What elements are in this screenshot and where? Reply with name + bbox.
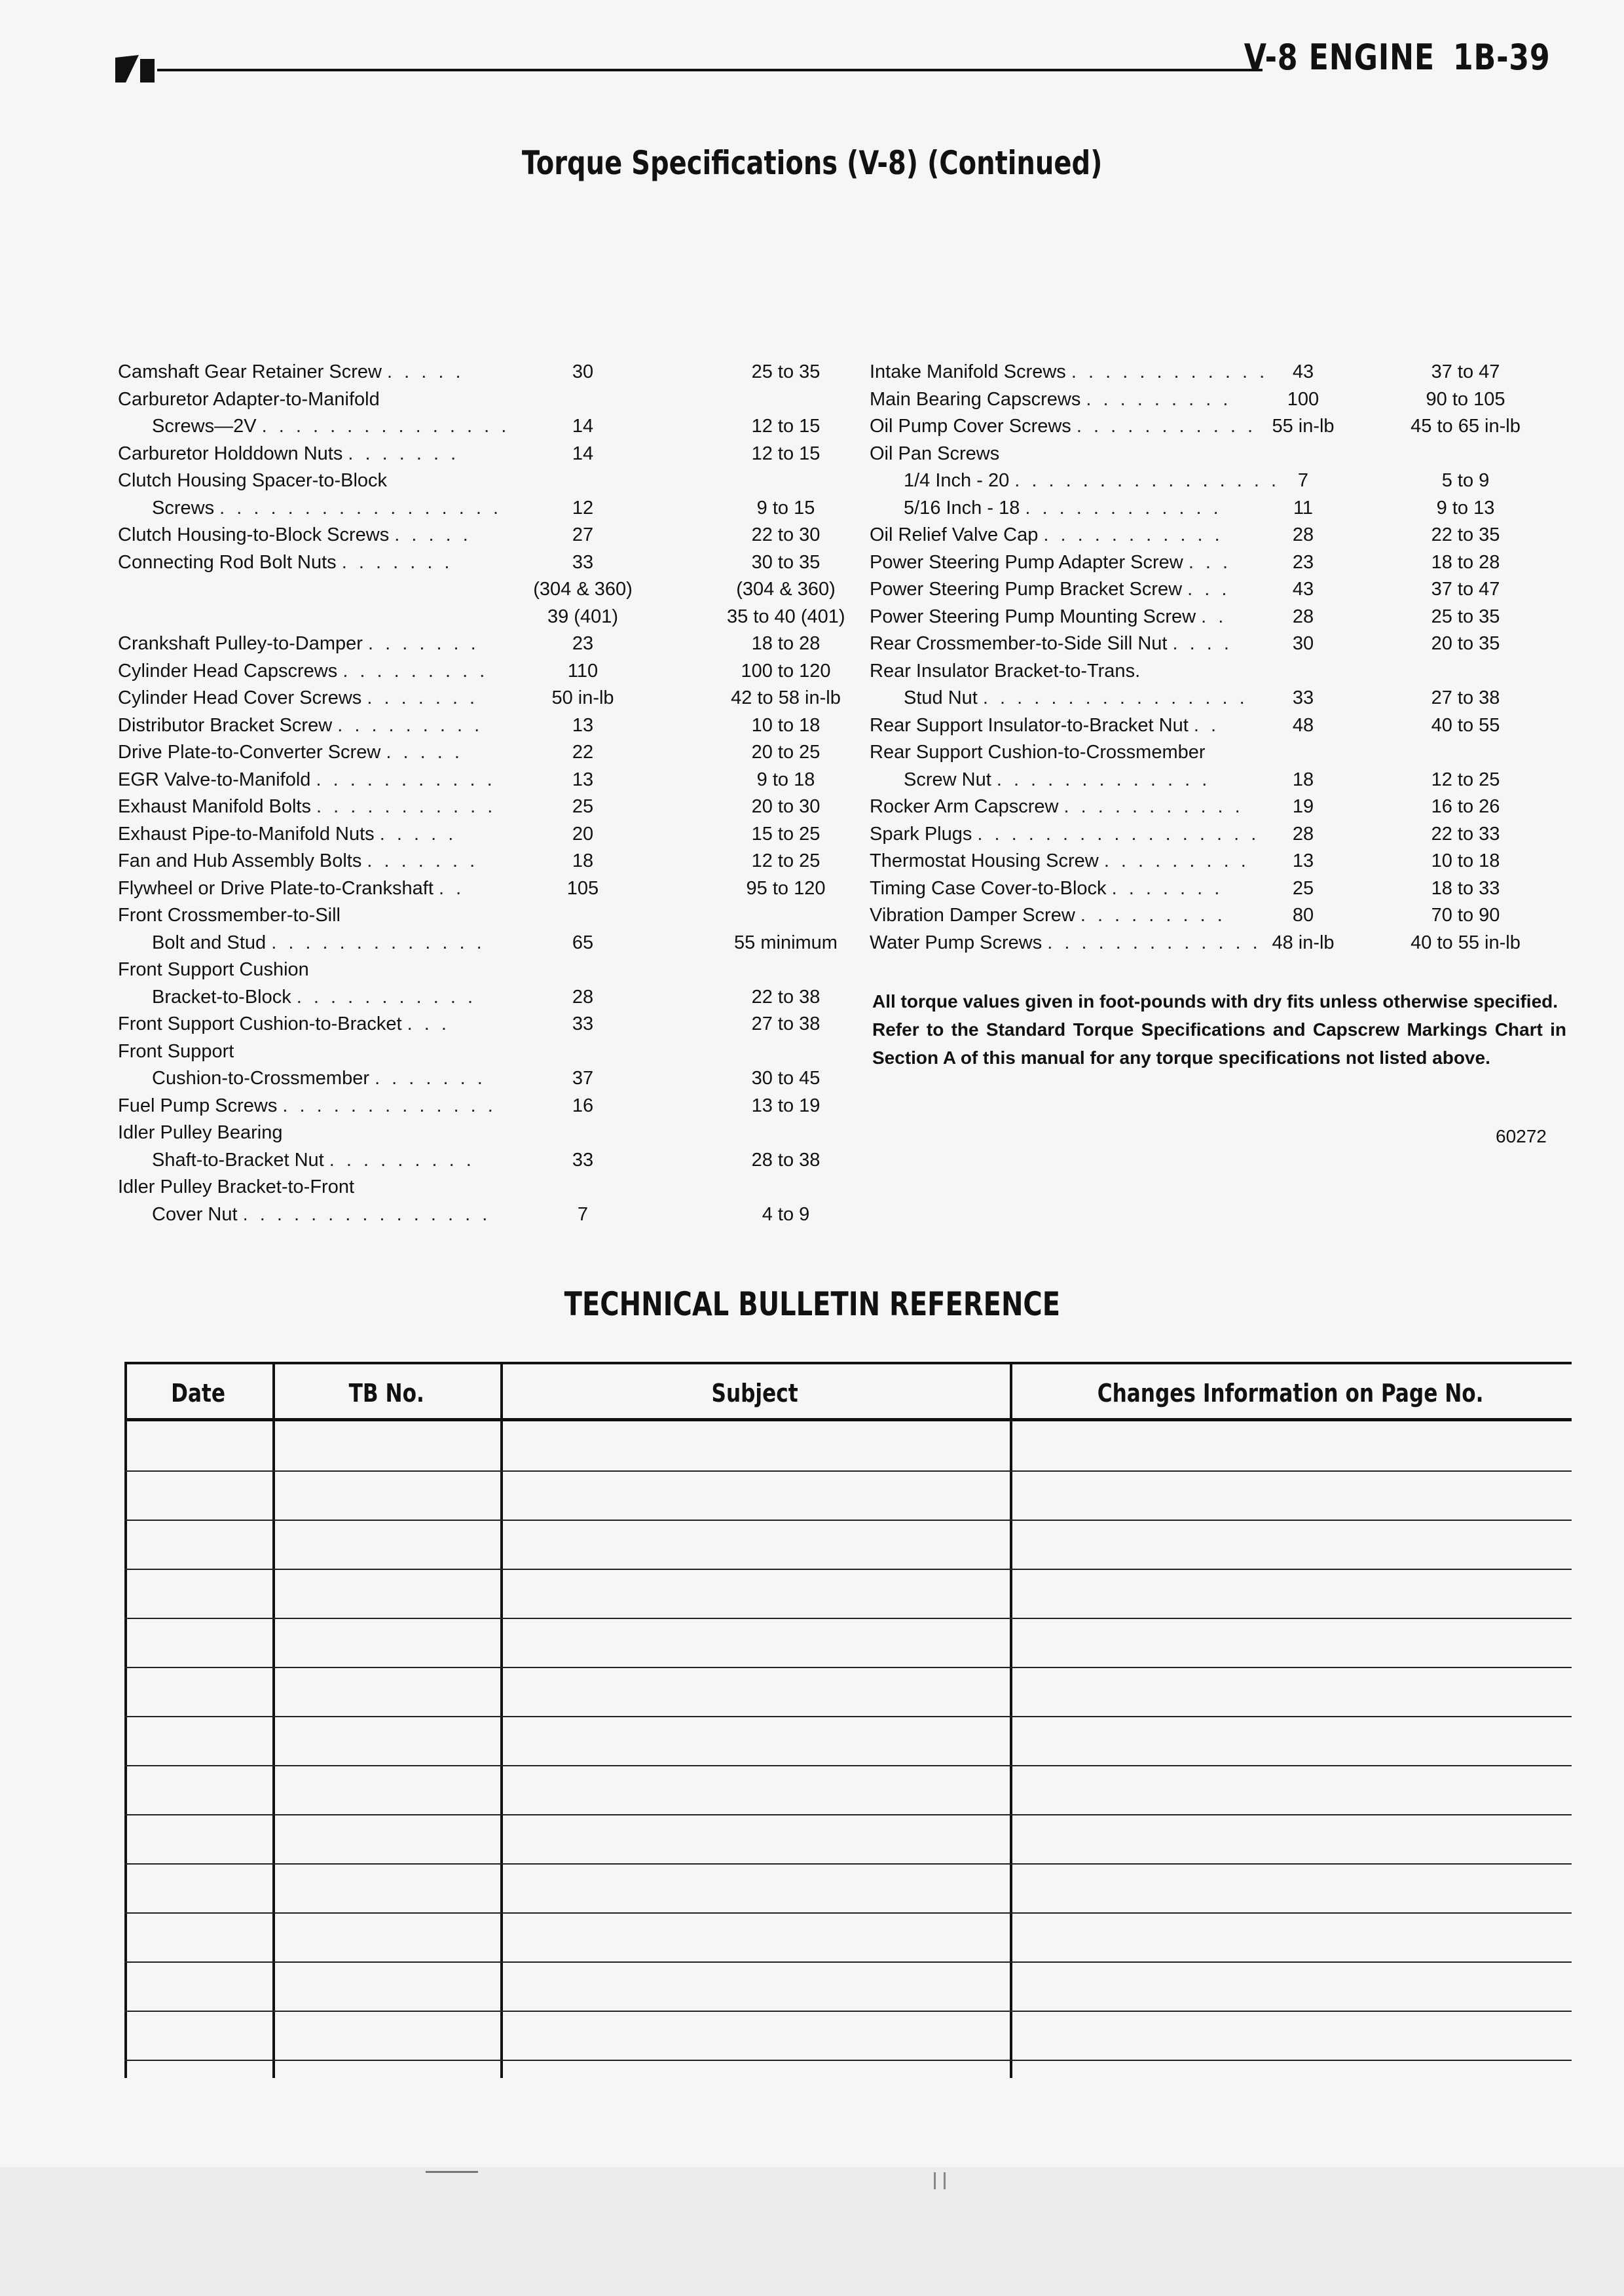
torque-row (870, 522, 1551, 549)
torque-value-nominal: 28 (572, 986, 594, 1008)
table-row-rule (124, 1814, 1572, 1815)
torque-value-range: 70 to 90 (1431, 905, 1500, 926)
torque-value-nominal: 7 (577, 1203, 589, 1225)
leader-dots: . . . . . . . . . (1103, 850, 1249, 871)
leader-dots: . . . . . . . . . (1086, 388, 1232, 410)
torque-value-range: 9 to 15 (756, 497, 815, 519)
torque-table-left (118, 359, 845, 1228)
torque-item-label: Oil Pan Screws (870, 443, 1000, 464)
torque-row (118, 1201, 825, 1229)
torque-item-label: Carburetor Adapter-to-Manifold (118, 388, 380, 410)
torque-value-nominal: 25 (1292, 877, 1314, 899)
torque-row (118, 495, 825, 522)
torque-value-nominal: 13 (572, 714, 594, 736)
leader-dots: . . . . . . . . . . . . . . . . (1014, 470, 1280, 491)
torque-notes (872, 987, 1566, 1072)
torque-value-nominal: 28 (1292, 606, 1314, 627)
torque-value-range: 15 to 25 (751, 823, 821, 845)
header-page-number: 1B-39 (1453, 37, 1551, 78)
torque-value-range: 4 to 9 (762, 1203, 810, 1225)
torque-value-range: 12 to 15 (751, 443, 821, 464)
leader-dots: . . . . . . . . . . . (316, 769, 496, 790)
table-row-rule (124, 1765, 1572, 1766)
page-margin (0, 2167, 1624, 2296)
torque-value-range: 25 to 35 (751, 361, 821, 382)
torque-value-range: 20 to 35 (1431, 633, 1500, 654)
torque-value-range: 40 to 55 (1431, 714, 1500, 736)
torque-value-range: 22 to 30 (751, 524, 821, 545)
torque-value-range: 10 to 18 (751, 714, 821, 736)
torque-row (118, 767, 825, 794)
torque-value-nominal: 30 (1292, 633, 1314, 654)
torque-row (118, 467, 825, 495)
leader-dots: . . . . . . . (367, 633, 479, 654)
torque-value-nominal: 16 (572, 1095, 594, 1116)
torque-row (118, 712, 825, 740)
torque-item-label: Rocker Arm Capscrew . . . . . . . . . . . (870, 796, 1244, 817)
leader-dots: . . . . . . . . . . . (1076, 416, 1257, 437)
leader-dots: . . . . . (386, 742, 463, 763)
torque-item-label: Shaft-to-Bracket Nut . . . . . . . . . (152, 1149, 475, 1171)
leader-dots: . . . (1188, 551, 1232, 573)
table-row-rule (124, 1912, 1572, 1914)
torque-item-label: Rear Support Insulator-to-Bracket Nut . . (870, 714, 1220, 736)
leader-dots: . . . . . . . . . . . . . (996, 769, 1211, 790)
torque-item-label: Rear Insulator Bracket-to-Trans. (870, 660, 1141, 682)
table-row-rule (124, 2060, 1572, 2061)
torque-row (118, 1011, 825, 1038)
torque-row (118, 930, 838, 957)
leader-dots: . . . . . . . . . . . (316, 796, 496, 817)
torque-row (870, 604, 1551, 631)
torque-value-range: 12 to 25 (1431, 769, 1500, 790)
torque-item-label: Screw Nut . . . . . . . . . . . . . (904, 769, 1211, 790)
torque-value-range: 37 to 47 (1431, 361, 1500, 382)
leader-dots: . . . . . . . (1111, 877, 1223, 899)
torque-row (870, 848, 1551, 875)
leader-dots: . . . . . . . . . . . . (1025, 497, 1222, 519)
torque-value-nominal: 27 (572, 524, 594, 545)
torque-value-nominal: 100 (1287, 388, 1320, 410)
torque-row (118, 386, 825, 414)
torque-item-label: Water Pump Screws . . . . . . . . . . . . . (870, 932, 1261, 953)
torque-row (118, 957, 825, 984)
torque-item-label: Cover Nut . . . . . . . . . . . . . . . (152, 1203, 491, 1225)
leader-dots: . . . . . . . . . . . . . (282, 1095, 496, 1116)
header-rule (157, 69, 1263, 71)
torque-value-range: 27 to 38 (1431, 687, 1500, 708)
torque-row (118, 630, 825, 658)
torque-item-label: Fan and Hub Assembly Bolts . . . . . . . (118, 850, 479, 871)
torque-value-nominal: 18 (1292, 769, 1314, 790)
torque-value-range: 28 to 38 (751, 1149, 821, 1171)
torque-row (870, 712, 1551, 740)
torque-value-range: 95 to 120 (746, 877, 826, 899)
table-row-rule (124, 1667, 1572, 1668)
torque-row (118, 549, 825, 577)
table-row-rule (124, 1618, 1572, 1619)
torque-row (118, 821, 825, 848)
torque-item-label: Exhaust Manifold Bolts . . . . . . . . . . . (118, 796, 496, 817)
torque-value-nominal: 11 (1293, 497, 1314, 519)
column-header-tb-no: TB No. (348, 1379, 424, 1408)
brand-logo-mark (115, 55, 156, 82)
torque-value-nominal: 18 (572, 850, 594, 871)
leader-dots: . . . . . . . . . (329, 1149, 475, 1171)
torque-value-range: 10 to 18 (1431, 850, 1500, 871)
leader-dots: . . . . . . . (375, 1068, 486, 1089)
torque-value-range: 18 to 28 (1431, 551, 1500, 573)
torque-item-label: Cylinder Head Capscrews . . . . . . . . . (118, 660, 489, 682)
torque-value-range: 9 to 13 (1436, 497, 1495, 519)
torque-value-range: 55 minimum (734, 932, 838, 953)
torque-row (870, 739, 1551, 767)
torque-value-range: 22 to 35 (1431, 524, 1500, 545)
torque-row (118, 658, 831, 685)
torque-value-range: 27 to 38 (751, 1013, 821, 1034)
leader-dots: . . (438, 877, 465, 899)
torque-value-nominal: 65 (572, 932, 594, 953)
torque-item-label: Connecting Rod Bolt Nuts . . . . . . . (118, 551, 453, 573)
torque-row (118, 1093, 825, 1120)
note-dry-fits: All torque values given in foot-pounds with dry fits unless otherwise specified. (872, 991, 1559, 1011)
leader-dots: . . . . . . . . . . . . . . . . (982, 687, 1248, 708)
torque-value-range: 5 to 9 (1441, 470, 1490, 491)
leader-dots: . . . . . . . . . . . . . . . . . (219, 497, 502, 519)
torque-item-label: Spark Plugs . . . . . . . . . . . . . . . . . (870, 823, 1260, 845)
torque-value-range: 40 to 55 in-lb (1411, 932, 1521, 953)
torque-item-label: Power Steering Pump Adapter Screw . . . (870, 551, 1232, 573)
torque-value-nominal: 14 (572, 416, 594, 437)
column-header-date: Date (171, 1379, 226, 1408)
leader-dots: . . . . . . . (367, 850, 479, 871)
torque-item-label: Flywheel or Drive Plate-to-Crankshaft . . (118, 877, 465, 899)
table-row-rule (124, 1470, 1572, 1472)
torque-value-range: 20 to 25 (751, 742, 821, 763)
leader-dots: . . (1193, 714, 1220, 736)
torque-value-nominal: 80 (1292, 905, 1314, 926)
torque-item-label: Rear Crossmember-to-Side Sill Nut . . . . (870, 633, 1232, 654)
torque-item-label: Stud Nut . . . . . . . . . . . . . . . . (904, 687, 1248, 708)
torque-row (118, 1174, 825, 1201)
torque-item-label: Screws . . . . . . . . . . . . . . . . . (152, 497, 502, 519)
torque-row (118, 875, 825, 903)
torque-value-nominal: 37 (572, 1068, 594, 1089)
leader-dots: . . . . . . . (367, 687, 479, 708)
torque-item-label: Carburetor Holddown Nuts . . . . . . . (118, 443, 460, 464)
torque-row (870, 467, 1551, 495)
leader-dots: . . (1201, 606, 1227, 627)
torque-row (870, 821, 1551, 848)
torque-item-label: Exhaust Pipe-to-Manifold Nuts . . . . . (118, 823, 457, 845)
torque-row (870, 495, 1551, 522)
torque-item-label: Clutch Housing-to-Block Screws . . . . . (118, 524, 471, 545)
torque-value-range: 25 to 35 (1431, 606, 1500, 627)
leader-dots: . . . . . . . . . . . . . . . (261, 416, 510, 437)
torque-item-label: Screws—2V . . . . . . . . . . . . . . . (152, 416, 510, 437)
torque-item-label: 5/16 Inch - 18 . . . . . . . . . . . . (904, 497, 1222, 519)
leader-dots: . . . . . (394, 524, 471, 545)
margin-mark (934, 2172, 946, 2189)
torque-value-range: 18 to 28 (751, 633, 821, 654)
torque-value-range: 22 to 33 (1431, 823, 1500, 845)
leader-dots: . . . . . . . . . (1080, 905, 1226, 926)
torque-item-label: Vibration Damper Screw . . . . . . . . . (870, 905, 1226, 926)
torque-row (118, 522, 825, 549)
leader-dots: . . . . . . . . . . . . . (1047, 932, 1261, 953)
torque-row (870, 359, 1551, 386)
torque-value-range: 35 to 40 (401) (727, 606, 845, 627)
torque-item-label: Cylinder Head Cover Screws . . . . . . . (118, 687, 479, 708)
torque-value-range: 42 to 58 in-lb (731, 687, 841, 708)
figure-number: 60272 (1496, 1126, 1547, 1146)
torque-value-nominal: 25 (572, 796, 594, 817)
torque-row (870, 386, 1551, 414)
page-header (1244, 37, 1551, 78)
leader-dots: . . . . . . . (348, 443, 460, 464)
torque-value-range: 45 to 65 in-lb (1411, 416, 1521, 437)
torque-value-nominal: 22 (572, 742, 594, 763)
torque-row (870, 875, 1551, 903)
table-row-rule (124, 2011, 1572, 2012)
torque-value-nominal: 48 (1292, 714, 1314, 736)
torque-row (118, 604, 845, 631)
torque-item-label: Bracket-to-Block . . . . . . . . . . . (152, 986, 476, 1008)
torque-row (870, 441, 1551, 468)
torque-value-range: 30 to 45 (751, 1068, 821, 1089)
torque-value-nominal: 55 in-lb (1272, 416, 1335, 437)
margin-mark (426, 2171, 478, 2173)
torque-item-label: Bolt and Stud . . . . . . . . . . . . . (152, 932, 485, 953)
leader-dots: . . . . . (379, 823, 457, 845)
table-row-rule (124, 1520, 1572, 1521)
leader-dots: . . . . . (387, 361, 464, 382)
torque-value-range: 100 to 120 (741, 660, 831, 682)
torque-item-label: EGR Valve-to-Manifold . . . . . . . . . . . (118, 769, 496, 790)
torque-item-label: Cushion-to-Crossmember . . . . . . . (152, 1068, 486, 1089)
torque-value-nominal: 105 (566, 877, 599, 899)
torque-value-nominal: 30 (572, 361, 594, 382)
torque-row (118, 739, 825, 767)
leader-dots: . . . . . . . . . . . . . (271, 932, 485, 953)
torque-row (870, 930, 1551, 957)
torque-item-label: 1/4 Inch - 20 . . . . . . . . . . . . . . . . (904, 470, 1280, 491)
torque-row (118, 413, 825, 441)
torque-item-label: Idler Pulley Bracket-to-Front (118, 1176, 355, 1197)
torque-row (870, 630, 1551, 658)
torque-value-range: 20 to 30 (751, 796, 821, 817)
torque-item-label: Front Support Cushion (118, 959, 309, 980)
torque-item-label: Camshaft Gear Retainer Screw . . . . . (118, 361, 464, 382)
torque-value-nominal: 7 (1297, 470, 1309, 491)
torque-item-label: Distributor Bracket Screw . . . . . . . . . (118, 714, 483, 736)
leader-dots: . . . . . . . (341, 551, 453, 573)
torque-item-label: Front Crossmember-to-Sill (118, 905, 341, 926)
torque-value-nominal: 33 (572, 551, 594, 573)
torque-value-nominal: 33 (572, 1013, 594, 1034)
torque-value-nominal: 20 (572, 823, 594, 845)
torque-value-nominal: 48 in-lb (1272, 932, 1335, 953)
torque-value-range: 22 to 38 (751, 986, 821, 1008)
torque-value-nominal: 39 (401) (547, 606, 618, 627)
torque-item-label: Drive Plate-to-Converter Screw . . . . . (118, 742, 463, 763)
torque-value-nominal: 12 (572, 497, 594, 519)
torque-row (118, 576, 836, 604)
torque-row (118, 1147, 825, 1175)
table-row-rule (124, 1569, 1572, 1570)
torque-value-nominal: 28 (1292, 524, 1314, 545)
leader-dots: . . . . . . . . . (337, 714, 483, 736)
leader-dots: . . . . . . . . . . . . . . . . . (977, 823, 1260, 845)
leader-dots: . . . (407, 1013, 450, 1034)
note-standard-chart: Refer to the Standard Torque Specifications and Capscrew Markings Chart in Section A of this manual for any torque specifications not listed above. (872, 1019, 1566, 1068)
torque-value-nominal: 13 (572, 769, 594, 790)
torque-value-range: 90 to 105 (1426, 388, 1505, 410)
torque-row (118, 902, 825, 930)
torque-row (118, 359, 825, 386)
leader-dots: . . . . . . . . . . . (1063, 796, 1244, 817)
column-header-changes: Changes Information on Page No. (1098, 1379, 1484, 1408)
torque-row (118, 1038, 825, 1066)
torque-value-nominal: 28 (1292, 823, 1314, 845)
leader-dots: . . . . . . . . . . . . . . . (242, 1203, 491, 1225)
torque-row (870, 902, 1551, 930)
torque-value-nominal: 14 (572, 443, 594, 464)
torque-item-label: Fuel Pump Screws . . . . . . . . . . . . . (118, 1095, 496, 1116)
torque-value-range: 37 to 47 (1431, 579, 1500, 600)
torque-value-nominal: 43 (1292, 579, 1314, 600)
torque-row (118, 441, 825, 468)
torque-row (870, 793, 1551, 821)
torque-row (118, 793, 825, 821)
torque-item-label: Front Support (118, 1040, 234, 1062)
torque-value-range: 16 to 26 (1431, 796, 1500, 817)
column-header-subject: Subject (711, 1379, 799, 1408)
header-section: V-8 ENGINE (1244, 37, 1435, 78)
torque-value-range: 13 to 19 (751, 1095, 821, 1116)
torque-value-nominal: 43 (1292, 361, 1314, 382)
torque-item-label: Oil Relief Valve Cap . . . . . . . . . . . (870, 524, 1223, 545)
leader-dots: . . . (1187, 579, 1230, 600)
torque-value-nominal: 19 (1292, 796, 1314, 817)
torque-value-range: 30 to 35 (751, 551, 821, 573)
torque-item-label: Oil Pump Cover Screws . . . . . . . . . . . (870, 416, 1257, 437)
torque-row (118, 984, 825, 1011)
torque-row (870, 549, 1551, 577)
torque-item-label: Clutch Housing Spacer-to-Block (118, 470, 388, 491)
torque-row (118, 848, 825, 875)
torque-item-label: Rear Support Cushion-to-Crossmember (870, 742, 1206, 763)
torque-value-range: 12 to 25 (751, 850, 821, 871)
torque-value-range: (304 & 360) (736, 579, 836, 600)
torque-value-nominal: 23 (1292, 551, 1314, 573)
torque-row (118, 1065, 825, 1093)
leader-dots: . . . . . . . . . . . . (1071, 361, 1268, 382)
torque-item-label: Timing Case Cover-to-Block . . . . . . . (870, 877, 1223, 899)
torque-value-range: 18 to 33 (1431, 877, 1500, 899)
torque-item-label: Front Support Cushion-to-Bracket . . . (118, 1013, 450, 1034)
table-row-rule (124, 1961, 1572, 1963)
table-row-rule (124, 1863, 1572, 1865)
torque-item-label: Power Steering Pump Bracket Screw . . . (870, 579, 1230, 600)
torque-item-label: Intake Manifold Screws . . . . . . . . . . . . (870, 361, 1268, 382)
torque-row (870, 685, 1551, 712)
leader-dots: . . . . (1172, 633, 1232, 654)
torque-value-range: 9 to 18 (756, 769, 815, 790)
bulletin-title: TECHNICAL BULLETIN REFERENCE (564, 1285, 1060, 1323)
leader-dots: . . . . . . . . . . . (1043, 524, 1223, 545)
table-row-rule (124, 1716, 1572, 1717)
torque-item-label: Idler Pulley Bearing (118, 1122, 283, 1143)
torque-row (870, 413, 1551, 441)
torque-row (870, 767, 1551, 794)
torque-row (118, 685, 841, 712)
torque-value-nominal: 110 (567, 660, 599, 682)
torque-item-label: Main Bearing Capscrews . . . . . . . . . (870, 388, 1232, 410)
torque-value-nominal: 50 in-lb (551, 687, 614, 708)
torque-table-right (870, 359, 1551, 957)
torque-value-nominal: 33 (1292, 687, 1314, 708)
torque-item-label: Power Steering Pump Mounting Screw . . (870, 606, 1227, 627)
bulletin-table (124, 1354, 1572, 2068)
torque-row (118, 1120, 825, 1147)
page-title: Torque Specifications (V-8) (Continued) (521, 144, 1103, 182)
torque-row (870, 658, 1551, 685)
torque-value-nominal: 33 (572, 1149, 594, 1171)
torque-value-nominal: (304 & 360) (533, 579, 633, 600)
leader-dots: . . . . . . . . . (342, 660, 489, 682)
torque-item-label: Thermostat Housing Screw . . . . . . . . . (870, 850, 1249, 871)
torque-row (870, 576, 1551, 604)
torque-value-nominal: 23 (572, 633, 594, 654)
torque-value-range: 12 to 15 (751, 416, 821, 437)
leader-dots: . . . . . . . . . . . (296, 986, 476, 1008)
torque-item-label: Crankshaft Pulley-to-Damper . . . . . . . (118, 633, 479, 654)
torque-value-nominal: 13 (1292, 850, 1314, 871)
